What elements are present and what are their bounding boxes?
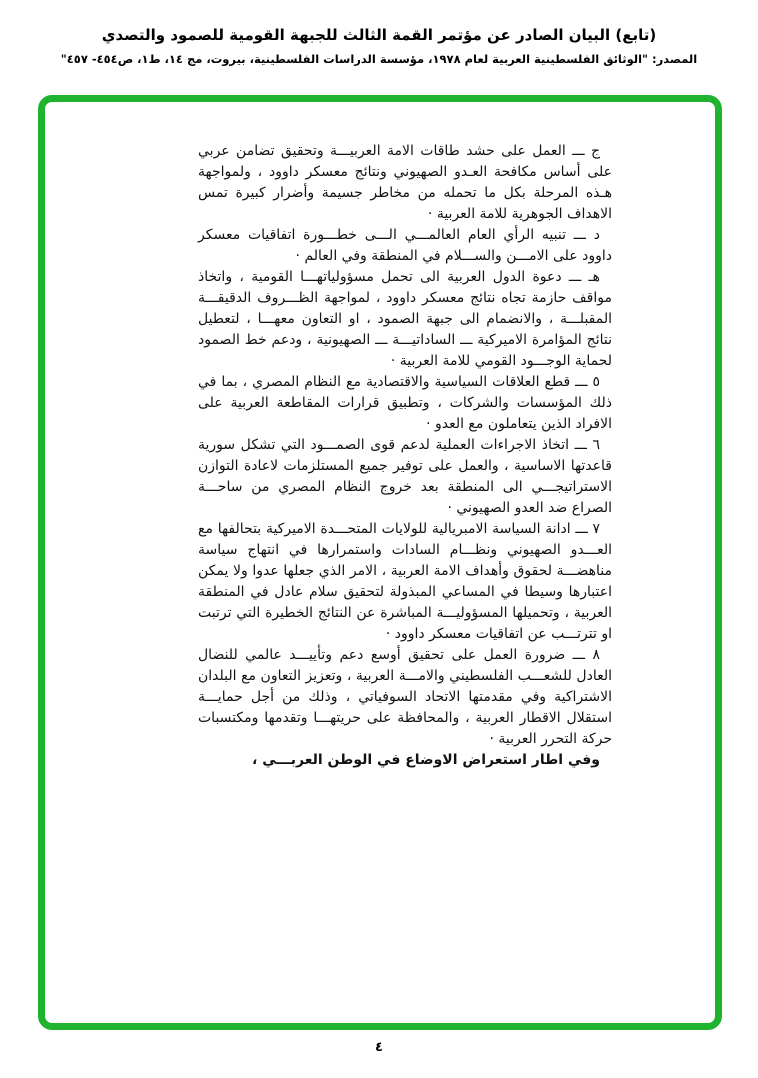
body-paragraph: ٨ ـــ ضرورة العمل على تحقيق أوسع دعم وتأييـــد عالمي للنضال العادل للشعـــب الفلسطيني والامـــة العربية ، وتعزيز التعاون مع البلدان الاشتراكية وفي مقدمتها الاتحاد السوفياتي ، وذلك من أجل حمايـــة استقلال الاقطار العربية ، والمحافظة على حريتهـــا وتقدمها ومكتسبات حركة التحرر العربية · — [198, 647, 612, 747]
document-source: المصدر: "الوثائق الفلسطينية العربية لعام ١٩٧٨، مؤسسة الدراسات الفلسطينية، بيروت، مج ١٤، ط١، ص٤٥٤- ٤٥٧" — [60, 52, 698, 66]
body-paragraph: ج ـــ العمل على حشد طاقات الامة العربيـــة وتحقيق تضامن عربي على أساس مكافحة العـدو الصهيوني ونتائج معسكر داوود ، ولمواجهة هـذه المرحلة بكل ما تحمله من مخاطر جسيمة وأضرار كبيرة تمس الاهداف الجوهرية للامة العربية · — [198, 143, 612, 222]
body-paragraph: ٥ ـــ قطع العلاقات السياسية والاقتصادية مع النظام المصري ، بما في ذلك المؤسسات والشركات ، وتطبيق قرارات المقاطعة العربية على الافراد الذين يتعاملون مع العدو · — [198, 374, 612, 432]
document-title: (تابع) البيان الصادر عن مؤتمر القمة الثالث للجبهة القومية للصمود والتصدي — [101, 26, 657, 44]
body-paragraph: هـ ـــ دعوة الدول العربية الى تحمل مسؤولياتهـــا القومية ، واتخاذ مواقف حازمة تجاه نتائج معسكر داوود ، لمواجهة الظـــروف الدقيقـــة المقبلـــة ، والانضمام الى جبهة الصمود ، او التعاون معهـــا ، لتعطيل نتائج المؤامرة الاميركية ـــ الساداتيـــة ـــ الصهيونية ، ودعم خط الصمود لحماية الوجـــود القومي للامة العربية · — [198, 269, 612, 369]
body-paragraph: ٧ ـــ ادانة السياسة الامبريالية للولايات المتحـــدة الاميركية بتحالفها مع العـــدو الصهيوني ونظـــام السادات واستمرارها في انتهاج سياسة مناهضـــة لحقوق وأهداف الامة العربية ، الامر الذي جعلها عدوا ولا يمكن اعتبارها وسيطا في المساعي المبذولة لتحقيق سلام عادل في المنطقة العربية ، وتحميلها المسؤوليـــة المباشرة عن النتائج الخطيرة التي ترتبت او تترتـــب عن اتفاقيات معسكر داوود · — [198, 521, 612, 642]
body-paragraph: د ـــ تنبيه الرأي العام العالمـــي الـــى خطـــورة اتفاقيات معسكر داوود على الامـــن والســـلام في المنطقة وفي العالم · — [198, 227, 612, 264]
body-closing-line: وفي اطار استعراض الاوضاع في الوطن العربـــي ، — [252, 752, 600, 768]
body-paragraph: ٦ ـــ اتخاذ الاجراءات العملية لدعم قوى الصمـــود التي تشكل سورية قاعدتها الاساسية ، والعمل على توفير جميع المستلزمات لاعادة التوازن الاستراتيجـــي الى المنطقة بعد خروج النظام المصري من ساحـــة الصراع ضد العدو الصهيوني · — [198, 437, 612, 516]
page-header — [0, 26, 758, 66]
document-body — [198, 141, 612, 771]
page-number: ٤ — [375, 1040, 383, 1055]
